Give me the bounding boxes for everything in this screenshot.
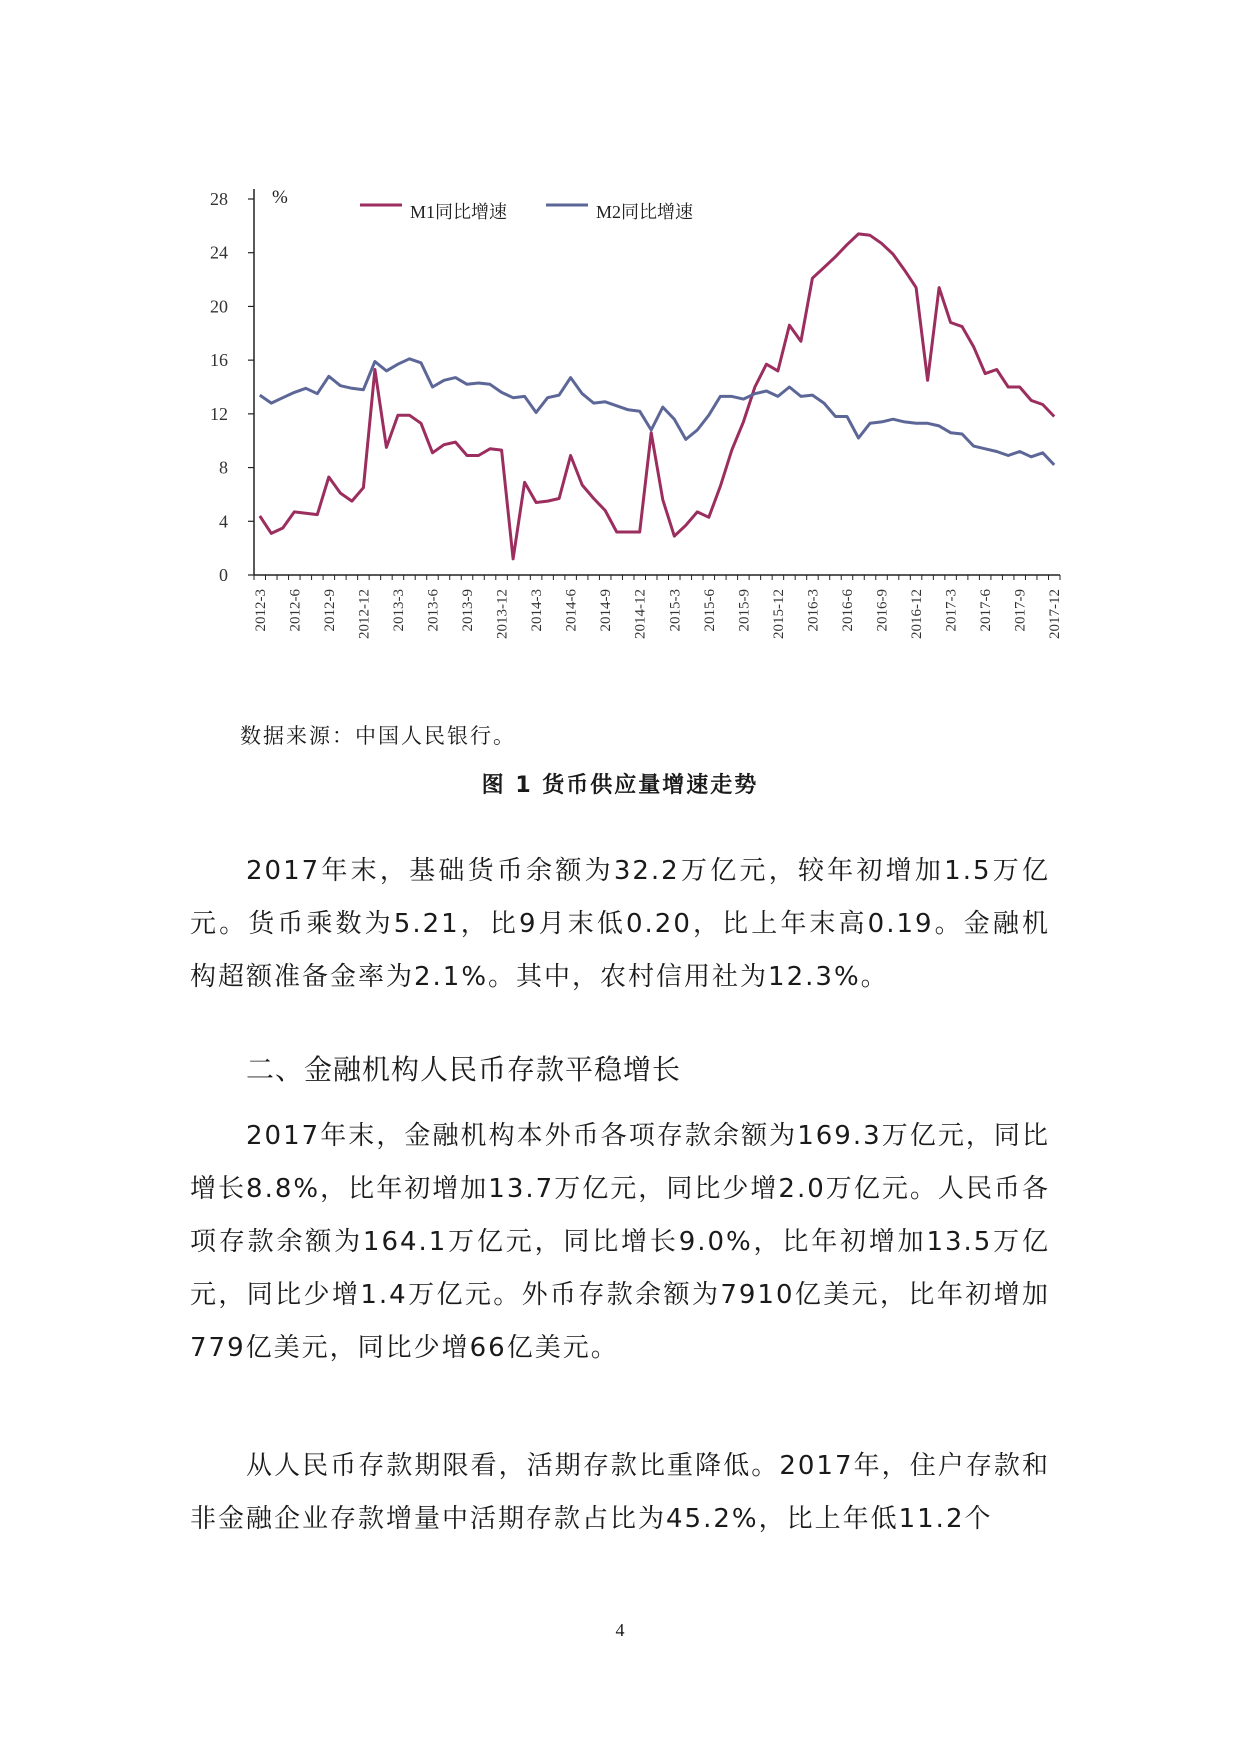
x-tick-label: 2014-12 [632,589,649,639]
x-tick-label: 2015-9 [736,589,753,632]
legend-label-2: M2同比增速 [596,202,694,222]
data-source-note: 数据来源：中国人民银行。 [240,724,516,748]
x-tick-label: 2013-6 [425,589,442,632]
x-tick-label: 2014-6 [563,589,580,632]
y-tick-label: 16 [210,350,228,371]
x-tick-label: 2017-12 [1047,589,1064,639]
page-number: 4 [615,1620,625,1640]
x-tick-label: 2014-3 [529,589,546,632]
legend-label-1: M1同比增速 [410,202,508,222]
y-axis [210,187,288,585]
x-tick-label: 2015-3 [667,589,684,632]
x-tick-label: 2012-6 [287,589,304,632]
y-tick-label: 20 [210,296,228,317]
x-tick-label: 2013-12 [494,589,511,639]
x-tick-label: 2016-9 [874,589,891,632]
x-tick-label: 2012-3 [252,589,269,632]
paragraph-base-money: 2017年末，基础货币余额为32.2万亿元，较年初增加1.5万亿元。货币乘数为5.21，比9月末低0.20，比上年末高0.19。金融机构超额准备金率为2.1%。其中，农村信用社为12.3%。 [190,856,1050,992]
x-tick-label: 2015-12 [770,589,787,639]
x-tick-label: 2017-6 [978,589,995,632]
paragraph-deposits: 2017年末，金融机构本外币各项存款余额为169.3万亿元，同比增长8.8%，比年初增加13.7万亿元，同比少增2.0万亿元。人民币各项存款余额为164.1万亿元，同比增长9.0%，比年初增加13.5万亿元，同比少增1.4万亿元。外币存款余额为7910亿美元，比年初增加779亿美元，同比少增66亿美元。 [190,1121,1050,1363]
x-tick-label: 2017-3 [943,589,960,632]
y-tick-label: 8 [219,457,228,478]
series-line-2 [260,359,1054,465]
x-tick-label: 2012-9 [321,589,338,632]
series-lines [260,234,1055,559]
x-tick-label: 2013-3 [390,589,407,632]
y-tick-label: 0 [219,565,228,585]
section-heading: 二、金融机构人民币存款平稳增长 [246,1053,682,1086]
x-tick-label: 2013-9 [460,589,477,632]
x-tick-label: 2014-9 [598,589,615,632]
figure-caption: 图 1 货币供应量增速走势 [481,773,759,798]
x-tick-label: 2017-9 [1012,589,1029,632]
y-tick-label: 28 [210,189,228,209]
legend [360,202,693,222]
x-tick-label: 2015-6 [701,589,718,632]
y-tick-label: 24 [210,242,228,263]
paragraph-deposit-term: 从人民币存款期限看，活期存款比重降低。2017年，住户存款和非金融企业存款增量中活期存款占比为45.2%，比上年低11.2个 [190,1451,1050,1534]
x-tick-label: 2012-12 [356,589,373,639]
y-tick-label: 12 [210,403,228,424]
x-tick-label: 2016-3 [805,589,822,632]
series-line-1 [260,234,1054,559]
x-axis [253,575,1063,639]
x-tick-label: 2016-6 [839,589,856,632]
x-tick-label: 2016-12 [909,589,926,639]
y-unit-label: % [272,187,288,208]
y-tick-label: 4 [219,511,228,532]
money-supply-chart [190,175,1090,695]
